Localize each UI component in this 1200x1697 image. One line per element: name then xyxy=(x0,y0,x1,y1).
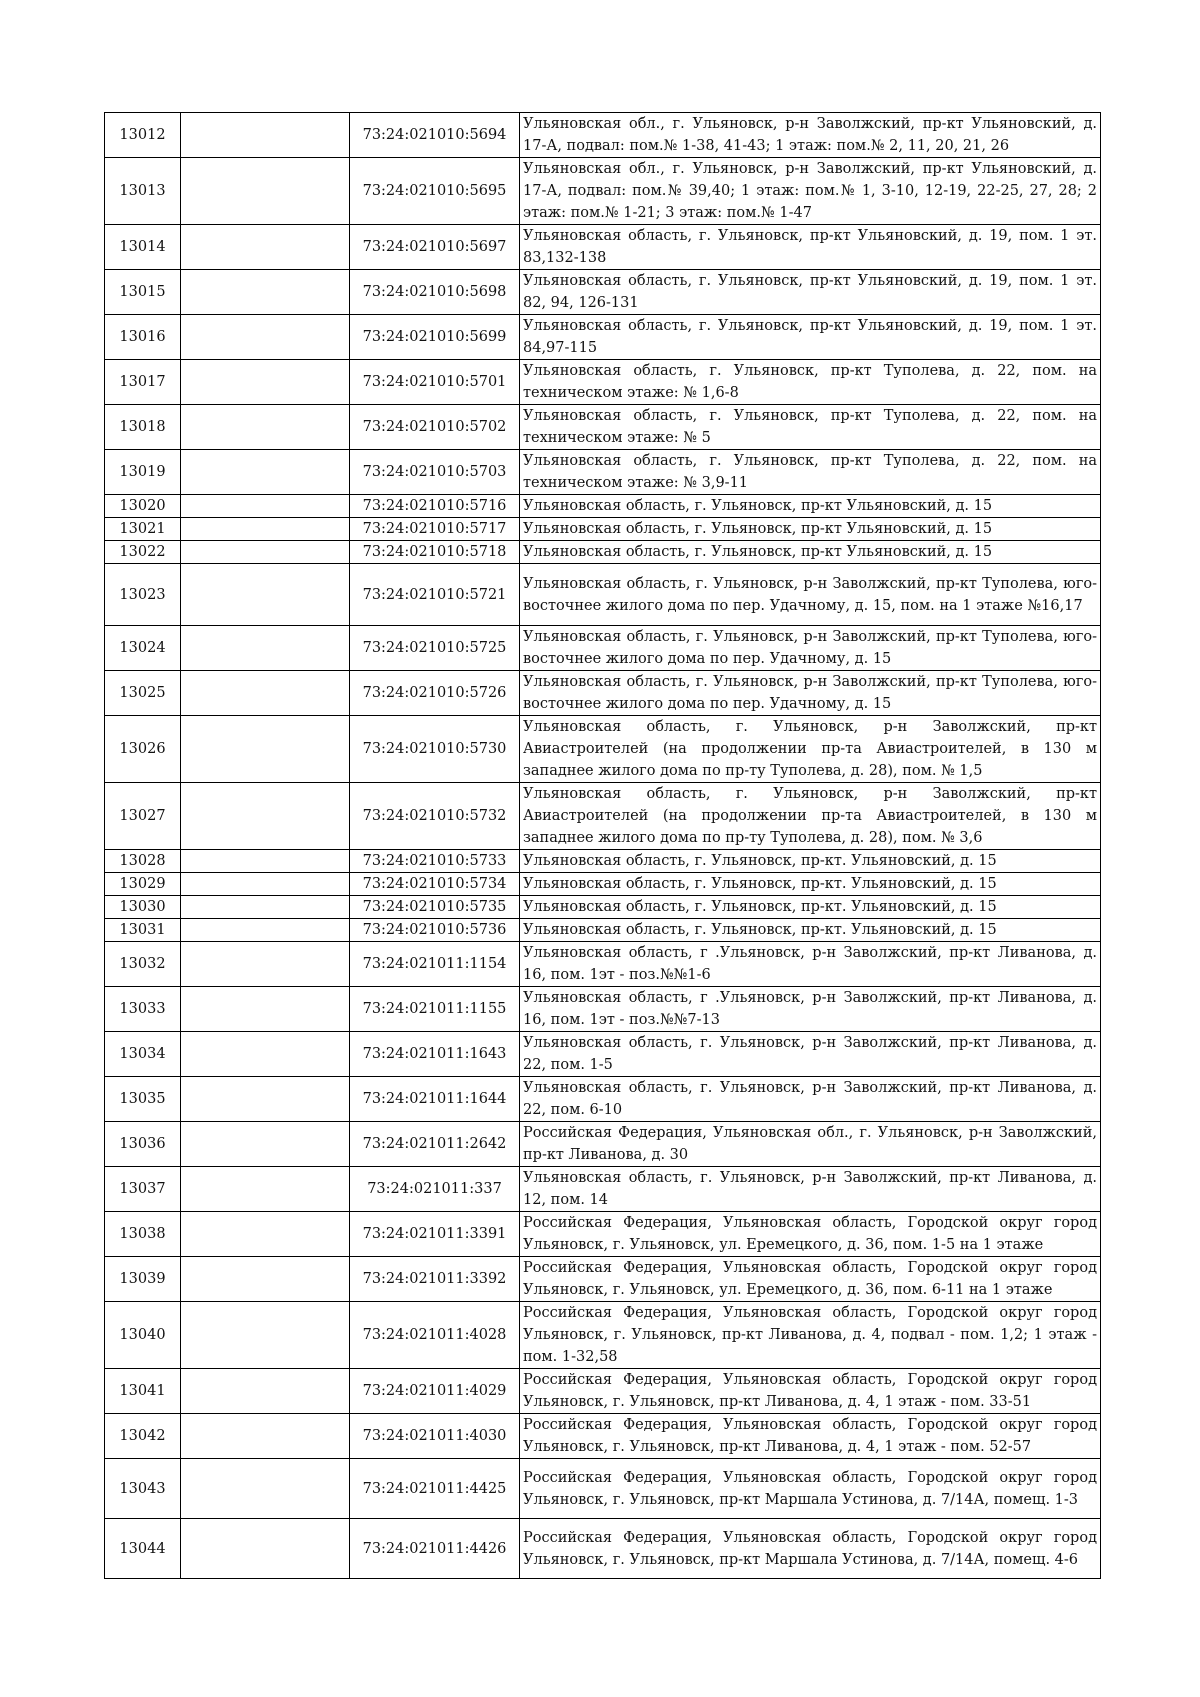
register-table-body xyxy=(105,113,1101,1579)
empty-cell xyxy=(181,495,350,518)
row-number-cell: 13043 xyxy=(105,1459,181,1519)
cadastral-number-cell: 73:24:021010:5721 xyxy=(350,564,520,626)
address-cell: Ульяновская область, г. Ульяновск, пр-кт Ульяновский, д. 19, пом. 1 эт. 84,97-115 xyxy=(520,315,1101,360)
cadastral-number-cell: 73:24:021011:4426 xyxy=(350,1519,520,1579)
empty-cell xyxy=(181,1032,350,1077)
table-row xyxy=(105,1302,1101,1369)
table-row xyxy=(105,541,1101,564)
empty-cell xyxy=(181,1212,350,1257)
empty-cell xyxy=(181,626,350,671)
address-cell: Российская Федерация, Ульяновская область, Городской округ город Ульяновск, г. Ульяновск, пр-кт Ливанова, д. 4, подвал - пом. 1,2; 1 этаж - пом. 1-32,58 xyxy=(520,1302,1101,1369)
cadastral-number-cell: 73:24:021011:4029 xyxy=(350,1369,520,1414)
address-cell: Российская Федерация, Ульяновская область, Городской округ город Ульяновск, г. Ульяновск, ул. Еремецкого, д. 36, пом. 6-11 на 1 этаже xyxy=(520,1257,1101,1302)
address-cell: Российская Федерация, Ульяновская обл., г. Ульяновск, р-н Заволжский, пр-кт Ливанова, д. 30 xyxy=(520,1122,1101,1167)
row-number-cell: 13017 xyxy=(105,360,181,405)
empty-cell xyxy=(181,783,350,850)
address-cell: Ульяновская область, г. Ульяновск, р-н Заволжский, пр-кт Туполева, юго-восточнее жилого дома по пер. Удачному, д. 15 xyxy=(520,671,1101,716)
table-row xyxy=(105,270,1101,315)
row-number-cell: 13022 xyxy=(105,541,181,564)
cadastral-number-cell: 73:24:021010:5725 xyxy=(350,626,520,671)
table-row xyxy=(105,1257,1101,1302)
cadastral-number-cell: 73:24:021011:1643 xyxy=(350,1032,520,1077)
table-row xyxy=(105,158,1101,225)
row-number-cell: 13032 xyxy=(105,942,181,987)
table-row xyxy=(105,716,1101,783)
row-number-cell: 13040 xyxy=(105,1302,181,1369)
address-cell: Российская Федерация, Ульяновская область, Городской округ город Ульяновск, г. Ульяновск, пр-кт Ливанова, д. 4, 1 этаж - пом. 33-51 xyxy=(520,1369,1101,1414)
address-cell: Ульяновская область, г. Ульяновск, пр-кт Ульяновский, д. 15 xyxy=(520,495,1101,518)
row-number-cell: 13021 xyxy=(105,518,181,541)
empty-cell xyxy=(181,113,350,158)
table-row xyxy=(105,113,1101,158)
table-row xyxy=(105,1122,1101,1167)
address-cell: Ульяновская область, г. Ульяновск, пр-кт. Ульяновский, д. 15 xyxy=(520,896,1101,919)
empty-cell xyxy=(181,671,350,716)
address-cell: Ульяновская область, г. Ульяновск, пр-кт. Ульяновский, д. 15 xyxy=(520,919,1101,942)
cadastral-number-cell: 73:24:021010:5730 xyxy=(350,716,520,783)
table-row xyxy=(105,1414,1101,1459)
row-number-cell: 13029 xyxy=(105,873,181,896)
table-row xyxy=(105,873,1101,896)
empty-cell xyxy=(181,541,350,564)
row-number-cell: 13013 xyxy=(105,158,181,225)
empty-cell xyxy=(181,850,350,873)
cadastral-number-cell: 73:24:021010:5699 xyxy=(350,315,520,360)
row-number-cell: 13016 xyxy=(105,315,181,360)
address-cell: Ульяновская область, г. Ульяновск, пр-кт Ульяновский, д. 15 xyxy=(520,518,1101,541)
row-number-cell: 13026 xyxy=(105,716,181,783)
cadastral-number-cell: 73:24:021011:4425 xyxy=(350,1459,520,1519)
row-number-cell: 13018 xyxy=(105,405,181,450)
address-cell: Ульяновская область, г. Ульяновск, пр-кт. Ульяновский, д. 15 xyxy=(520,850,1101,873)
row-number-cell: 13034 xyxy=(105,1032,181,1077)
address-cell: Ульяновская область, г. Ульяновск, р-н Заволжский, пр-кт Авиастроителей (на продолжении пр-та Авиастроителей, в 130 м западнее жилого дома по пр-ту Туполева, д. 28), пом. № 1,5 xyxy=(520,716,1101,783)
cadastral-number-cell: 73:24:021010:5735 xyxy=(350,896,520,919)
cadastral-number-cell: 73:24:021010:5697 xyxy=(350,225,520,270)
empty-cell xyxy=(181,564,350,626)
empty-cell xyxy=(181,1519,350,1579)
table-row xyxy=(105,919,1101,942)
address-cell: Ульяновская область, г. Ульяновск, р-н Заволжский, пр-кт Ливанова, д. 22, пом. 1-5 xyxy=(520,1032,1101,1077)
address-cell: Российская Федерация, Ульяновская область, Городской округ город Ульяновск, г. Ульяновск, пр-кт Ливанова, д. 4, 1 этаж - пом. 52-57 xyxy=(520,1414,1101,1459)
cadastral-number-cell: 73:24:021011:3391 xyxy=(350,1212,520,1257)
address-cell: Российская Федерация, Ульяновская область, Городской округ город Ульяновск, г. Ульяновск, ул. Еремецкого, д. 36, пом. 1-5 на 1 этаже xyxy=(520,1212,1101,1257)
empty-cell xyxy=(181,1257,350,1302)
row-number-cell: 13015 xyxy=(105,270,181,315)
address-cell: Ульяновская область, г. Ульяновск, пр-кт Туполева, д. 22, пом. на техническом этаже: № 3,9-11 xyxy=(520,450,1101,495)
cadastral-number-cell: 73:24:021010:5718 xyxy=(350,541,520,564)
property-register-table xyxy=(104,112,1101,1579)
empty-cell xyxy=(181,1122,350,1167)
empty-cell xyxy=(181,405,350,450)
row-number-cell: 13030 xyxy=(105,896,181,919)
table-row xyxy=(105,360,1101,405)
table-row xyxy=(105,315,1101,360)
cadastral-number-cell: 73:24:021011:1155 xyxy=(350,987,520,1032)
cadastral-number-cell: 73:24:021010:5732 xyxy=(350,783,520,850)
cadastral-number-cell: 73:24:021010:5694 xyxy=(350,113,520,158)
row-number-cell: 13025 xyxy=(105,671,181,716)
row-number-cell: 13039 xyxy=(105,1257,181,1302)
row-number-cell: 13019 xyxy=(105,450,181,495)
address-cell: Ульяновская область, г. Ульяновск, пр-кт Туполева, д. 22, пом. на техническом этаже: № 5 xyxy=(520,405,1101,450)
address-cell: Ульяновская область, г. Ульяновск, пр-кт Ульяновский, д. 19, пом. 1 эт. 82, 94, 126-131 xyxy=(520,270,1101,315)
row-number-cell: 13020 xyxy=(105,495,181,518)
address-cell: Российская Федерация, Ульяновская область, Городской округ город Ульяновск, г. Ульяновск, пр-кт Маршала Устинова, д. 7/14А, помещ. 1-3 xyxy=(520,1459,1101,1519)
empty-cell xyxy=(181,873,350,896)
table-row xyxy=(105,1459,1101,1519)
address-cell: Ульяновская область, г. Ульяновск, пр-кт. Ульяновский, д. 15 xyxy=(520,873,1101,896)
row-number-cell: 13028 xyxy=(105,850,181,873)
table-row xyxy=(105,1369,1101,1414)
empty-cell xyxy=(181,1302,350,1369)
cadastral-number-cell: 73:24:021010:5717 xyxy=(350,518,520,541)
table-row xyxy=(105,850,1101,873)
empty-cell xyxy=(181,919,350,942)
row-number-cell: 13027 xyxy=(105,783,181,850)
cadastral-number-cell: 73:24:021010:5701 xyxy=(350,360,520,405)
address-cell: Ульяновская область, г. Ульяновск, пр-кт Туполева, д. 22, пом. на техническом этаже: № 1,6-8 xyxy=(520,360,1101,405)
cadastral-number-cell: 73:24:021010:5695 xyxy=(350,158,520,225)
row-number-cell: 13024 xyxy=(105,626,181,671)
empty-cell xyxy=(181,716,350,783)
cadastral-number-cell: 73:24:021010:5702 xyxy=(350,405,520,450)
row-number-cell: 13014 xyxy=(105,225,181,270)
table-row xyxy=(105,1077,1101,1122)
empty-cell xyxy=(181,896,350,919)
cadastral-number-cell: 73:24:021011:4030 xyxy=(350,1414,520,1459)
address-cell: Ульяновская область, г. Ульяновск, р-н Заволжский, пр-кт Туполева, юго-восточнее жилого дома по пер. Удачному, д. 15, пом. на 1 этаже №16,17 xyxy=(520,564,1101,626)
address-cell: Ульяновская область, г. Ульяновск, р-н Заволжский, пр-кт Туполева, юго-восточнее жилого дома по пер. Удачному, д. 15 xyxy=(520,626,1101,671)
address-cell: Ульяновская область, г .Ульяновск, р-н Заволжский, пр-кт Ливанова, д. 16, пом. 1эт - поз.№№7-13 xyxy=(520,987,1101,1032)
address-cell: Ульяновская область, г. Ульяновск, пр-кт Ульяновский, д. 19, пом. 1 эт. 83,132-138 xyxy=(520,225,1101,270)
empty-cell xyxy=(181,1167,350,1212)
table-row xyxy=(105,987,1101,1032)
row-number-cell: 13012 xyxy=(105,113,181,158)
empty-cell xyxy=(181,518,350,541)
row-number-cell: 13044 xyxy=(105,1519,181,1579)
empty-cell xyxy=(181,1077,350,1122)
empty-cell xyxy=(181,987,350,1032)
cadastral-number-cell: 73:24:021011:1154 xyxy=(350,942,520,987)
address-cell: Ульяновская область, г. Ульяновск, пр-кт Ульяновский, д. 15 xyxy=(520,541,1101,564)
empty-cell xyxy=(181,450,350,495)
row-number-cell: 13038 xyxy=(105,1212,181,1257)
table-row xyxy=(105,495,1101,518)
row-number-cell: 13035 xyxy=(105,1077,181,1122)
address-cell: Ульяновская область, г. Ульяновск, р-н Заволжский, пр-кт Авиастроителей (на продолжении пр-та Авиастроителей, в 130 м западнее жилого дома по пр-ту Туполева, д. 28), пом. № 3,6 xyxy=(520,783,1101,850)
cadastral-number-cell: 73:24:021011:2642 xyxy=(350,1122,520,1167)
cadastral-number-cell: 73:24:021011:337 xyxy=(350,1167,520,1212)
cadastral-number-cell: 73:24:021010:5733 xyxy=(350,850,520,873)
table-row xyxy=(105,1519,1101,1579)
empty-cell xyxy=(181,1414,350,1459)
address-cell: Российская Федерация, Ульяновская область, Городской округ город Ульяновск, г. Ульяновск, пр-кт Маршала Устинова, д. 7/14А, помещ. 4-6 xyxy=(520,1519,1101,1579)
row-number-cell: 13023 xyxy=(105,564,181,626)
table-row xyxy=(105,783,1101,850)
address-cell: Ульяновская область, г .Ульяновск, р-н Заволжский, пр-кт Ливанова, д. 16, пом. 1эт - поз.№№1-6 xyxy=(520,942,1101,987)
table-row xyxy=(105,1167,1101,1212)
row-number-cell: 13042 xyxy=(105,1414,181,1459)
cadastral-number-cell: 73:24:021010:5726 xyxy=(350,671,520,716)
address-cell: Ульяновская область, г. Ульяновск, р-н Заволжский, пр-кт Ливанова, д. 22, пом. 6-10 xyxy=(520,1077,1101,1122)
row-number-cell: 13031 xyxy=(105,919,181,942)
row-number-cell: 13037 xyxy=(105,1167,181,1212)
cadastral-number-cell: 73:24:021010:5703 xyxy=(350,450,520,495)
empty-cell xyxy=(181,225,350,270)
table-row xyxy=(105,896,1101,919)
empty-cell xyxy=(181,1369,350,1414)
cadastral-number-cell: 73:24:021011:4028 xyxy=(350,1302,520,1369)
table-row xyxy=(105,450,1101,495)
table-row xyxy=(105,518,1101,541)
address-cell: Ульяновская обл., г. Ульяновск, р-н Заволжский, пр-кт Ульяновский, д. 17-А, подвал: пом.№ 1-38, 41-43; 1 этаж: пом.№ 2, 11, 20, 21, 26 xyxy=(520,113,1101,158)
cadastral-number-cell: 73:24:021010:5698 xyxy=(350,270,520,315)
address-cell: Ульяновская обл., г. Ульяновск, р-н Заволжский, пр-кт Ульяновский, д. 17-А, подвал: пом.№ 39,40; 1 этаж: пом.№ 1, 3-10, 12-19, 22-25, 27, 28; 2 этаж: пом.№ 1-21; 3 этаж: пом.№ 1-47 xyxy=(520,158,1101,225)
table-row xyxy=(105,1212,1101,1257)
cadastral-number-cell: 73:24:021010:5734 xyxy=(350,873,520,896)
empty-cell xyxy=(181,1459,350,1519)
table-row xyxy=(105,225,1101,270)
row-number-cell: 13033 xyxy=(105,987,181,1032)
row-number-cell: 13041 xyxy=(105,1369,181,1414)
table-row xyxy=(105,1032,1101,1077)
cadastral-number-cell: 73:24:021010:5716 xyxy=(350,495,520,518)
cadastral-number-cell: 73:24:021010:5736 xyxy=(350,919,520,942)
empty-cell xyxy=(181,942,350,987)
empty-cell xyxy=(181,158,350,225)
table-row xyxy=(105,405,1101,450)
cadastral-number-cell: 73:24:021011:3392 xyxy=(350,1257,520,1302)
cadastral-number-cell: 73:24:021011:1644 xyxy=(350,1077,520,1122)
table-row xyxy=(105,671,1101,716)
address-cell: Ульяновская область, г. Ульяновск, р-н Заволжский, пр-кт Ливанова, д. 12, пом. 14 xyxy=(520,1167,1101,1212)
empty-cell xyxy=(181,360,350,405)
empty-cell xyxy=(181,315,350,360)
table-row xyxy=(105,564,1101,626)
table-row xyxy=(105,942,1101,987)
table-row xyxy=(105,626,1101,671)
empty-cell xyxy=(181,270,350,315)
row-number-cell: 13036 xyxy=(105,1122,181,1167)
